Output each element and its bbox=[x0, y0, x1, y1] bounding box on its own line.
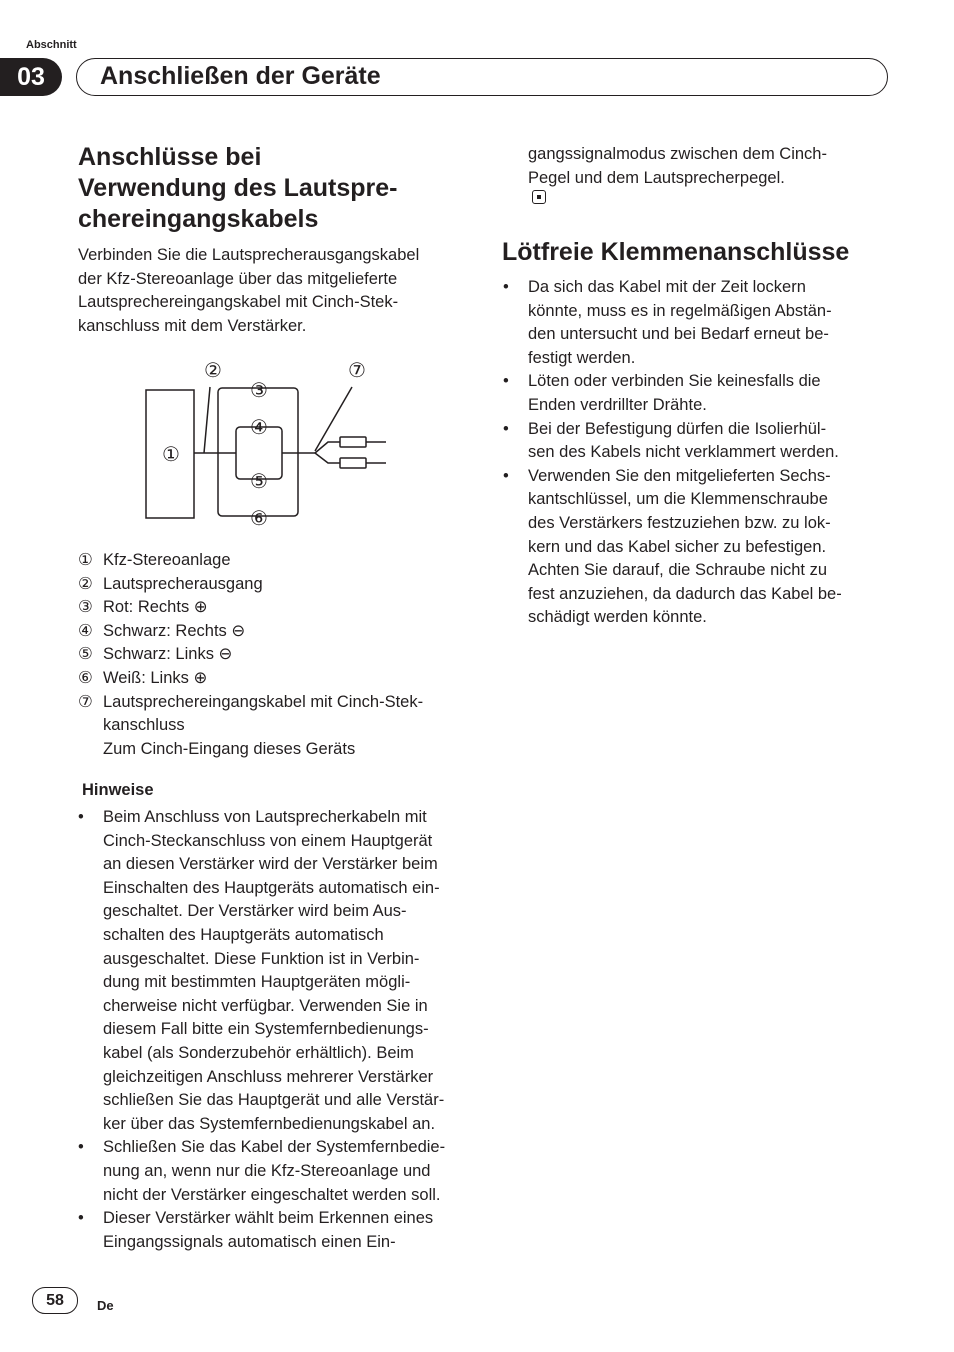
text-line: des Verstärkers festzuziehen bzw. zu lok- bbox=[528, 513, 831, 532]
diagram-callout-1: ① bbox=[162, 442, 180, 466]
legend-text: Lautsprechereingangskabel mit Cinch-Stek- bbox=[103, 692, 424, 711]
text-line: Achten Sie darauf, die Schraube nicht zu bbox=[528, 561, 828, 580]
note-item bbox=[78, 1207, 445, 1254]
diagram-callout-3: ③ bbox=[250, 378, 268, 402]
text-line: ausgeschaltet. Diese Funktion ist in Verbin- bbox=[103, 949, 420, 968]
page-number: 58 bbox=[32, 1287, 78, 1314]
text-line: • Beim Anschluss von Lautsprecherkabeln mit bbox=[103, 808, 427, 826]
chapter-title: Anschließen der Geräte bbox=[100, 62, 381, 90]
text-line: der Kfz-Stereoanlage über das mitgelieferte bbox=[78, 269, 398, 288]
legend-text: Zum Cinch-Eingang dieses Geräts bbox=[103, 739, 356, 758]
text-line: • Bei der Befestigung dürfen die Isolierhül- bbox=[528, 419, 827, 438]
heading-line: Anschlüsse bei bbox=[78, 143, 262, 171]
text-line: Cinch-Steckanschluss von einem Hauptgerät bbox=[103, 831, 433, 850]
bullet-item bbox=[503, 465, 842, 630]
note-item bbox=[78, 806, 445, 1136]
notes-list bbox=[78, 806, 445, 1254]
cable-split-lower bbox=[315, 453, 340, 463]
diagram-callout-4: ④ bbox=[250, 415, 268, 439]
rca-plug-upper bbox=[340, 437, 366, 447]
heading-line: Verwendung des Lautspre- bbox=[78, 174, 398, 202]
legend-number: ② bbox=[78, 574, 93, 593]
text-line: • Dieser Verstärker wählt beim Erkennen eines bbox=[103, 1209, 434, 1228]
text-line: schädigt werden könnte. bbox=[528, 608, 707, 627]
outer-wire-loop bbox=[218, 388, 298, 516]
text-line: Verbinden Sie die Lautsprecherausgangskabel bbox=[78, 246, 420, 264]
legend-item bbox=[78, 691, 423, 762]
legend-number: ⑤ bbox=[78, 645, 93, 664]
text-line: festigt werden. bbox=[528, 348, 636, 367]
legend-number: ④ bbox=[78, 621, 93, 640]
text-line: fest anzuziehen, da dadurch das Kabel be- bbox=[528, 584, 842, 603]
section-heading-terminals: Lötfreie Klemmenanschlüsse bbox=[502, 238, 850, 266]
end-mark-icon bbox=[532, 190, 546, 204]
text-line: den untersucht und bei Bedarf erneut be- bbox=[528, 325, 829, 344]
legend-item bbox=[78, 573, 423, 597]
notes-heading: Hinweise bbox=[82, 781, 154, 799]
text-line: gleichzeitigen Anschluss mehrerer Verstärker bbox=[103, 1067, 434, 1086]
legend-item bbox=[78, 549, 423, 573]
diagram-legend bbox=[78, 549, 423, 761]
text-line: • Verwenden Sie den mitgelieferten Sechs- bbox=[528, 466, 831, 485]
legend-number: ⑦ bbox=[78, 692, 93, 711]
text-line: dung mit bestimmten Hauptgeräten mögli- bbox=[103, 973, 411, 992]
bullet-item bbox=[503, 370, 842, 417]
text-line: an diesen Verstärker wird der Verstärker beim bbox=[103, 855, 438, 874]
text-line: kabel (als Sonderzubehör erhältlich). Beim bbox=[103, 1043, 414, 1062]
text-line: • Löten oder verbinden Sie keinesfalls die bbox=[528, 372, 821, 391]
legend-text: Schwarz: Links ⊖ bbox=[103, 645, 233, 664]
wiring-diagram bbox=[140, 355, 400, 535]
text-line: Enden verdrillter Drähte. bbox=[528, 395, 707, 414]
legend-number: ③ bbox=[78, 598, 93, 617]
text-line: diesem Fall bitte ein Systemfernbedienungs- bbox=[103, 1020, 429, 1039]
text-line: gangssignalmodus zwischen dem Cinch- bbox=[528, 145, 827, 163]
diagram-callout-6: ⑥ bbox=[250, 506, 268, 530]
chapter-number-badge: 03 bbox=[0, 58, 62, 96]
legend-item bbox=[78, 643, 423, 667]
legend-text: Lautsprecherausgang bbox=[103, 574, 263, 593]
legend-item bbox=[78, 667, 423, 691]
text-line: sen des Kabels nicht verklammert werden. bbox=[528, 443, 839, 462]
continued-paragraph bbox=[528, 143, 827, 204]
section-label: Abschnitt bbox=[26, 39, 77, 51]
language-code: De bbox=[97, 1298, 114, 1313]
legend-item bbox=[78, 596, 423, 620]
legend-number: ① bbox=[78, 551, 93, 569]
section-heading-connections bbox=[78, 142, 478, 235]
text-line: schließen Sie das Hauptgerät und alle Verstär- bbox=[103, 1091, 445, 1110]
text-line: cherweise nicht verfügbar. Verwenden Sie in bbox=[103, 996, 428, 1015]
heading-line: chereingangskabels bbox=[78, 205, 319, 233]
rca-plug-lower bbox=[340, 458, 366, 468]
diagram-callout-7: ⑦ bbox=[348, 358, 366, 382]
legend-text: kanschluss bbox=[103, 716, 185, 735]
diagram-callout-5: ⑤ bbox=[250, 469, 268, 493]
terminal-bullets bbox=[503, 276, 842, 630]
text-line: kern und das Kabel sicher zu befestigen. bbox=[528, 537, 827, 556]
legend-number: ⑥ bbox=[78, 668, 93, 687]
text-line: kanschluss mit dem Verstärker. bbox=[78, 316, 307, 335]
legend-item bbox=[78, 620, 423, 644]
text-line: ker über das Systemfernbedienungskabel an. bbox=[103, 1114, 436, 1133]
legend-text: Schwarz: Rechts ⊖ bbox=[103, 621, 246, 640]
text-line: nung an, wenn nur die Kfz-Stereoanlage und bbox=[103, 1161, 431, 1180]
intro-paragraph bbox=[78, 244, 419, 338]
text-line: schalten des Hauptgeräts automatisch bbox=[103, 925, 384, 944]
text-line: geschaltet. Der Verstärker wird beim Aus- bbox=[103, 902, 407, 921]
legend-text: Weiß: Links ⊕ bbox=[103, 668, 208, 687]
bullet-item bbox=[503, 418, 842, 465]
text-line: Eingangssignals automatisch einen Ein- bbox=[103, 1232, 396, 1251]
text-line: Einschalten des Hauptgeräts automatisch ein- bbox=[103, 878, 440, 897]
callout-leader-2 bbox=[204, 387, 210, 453]
legend-text: Kfz-Stereoanlage bbox=[103, 551, 231, 569]
text-line: nicht der Verstärker eingeschaltet werden soll. bbox=[103, 1185, 441, 1204]
text-line: • Schließen Sie das Kabel der Systemfernbedie- bbox=[103, 1138, 446, 1157]
bullet-item bbox=[503, 276, 842, 370]
text-line: • Da sich das Kabel mit der Zeit lockern bbox=[528, 278, 806, 296]
text-line: Pegel und dem Lautsprecherpegel. bbox=[528, 167, 827, 205]
text-line: Lautsprechereingangskabel mit Cinch-Stek- bbox=[78, 293, 399, 312]
note-item bbox=[78, 1136, 445, 1207]
legend-text: Rot: Rechts ⊕ bbox=[103, 598, 208, 617]
text-line: kantschlüssel, um die Klemmenschraube bbox=[528, 490, 828, 509]
text-line: könnte, muss es in regelmäßigen Abstän- bbox=[528, 301, 832, 320]
diagram-callout-2: ② bbox=[204, 358, 222, 382]
